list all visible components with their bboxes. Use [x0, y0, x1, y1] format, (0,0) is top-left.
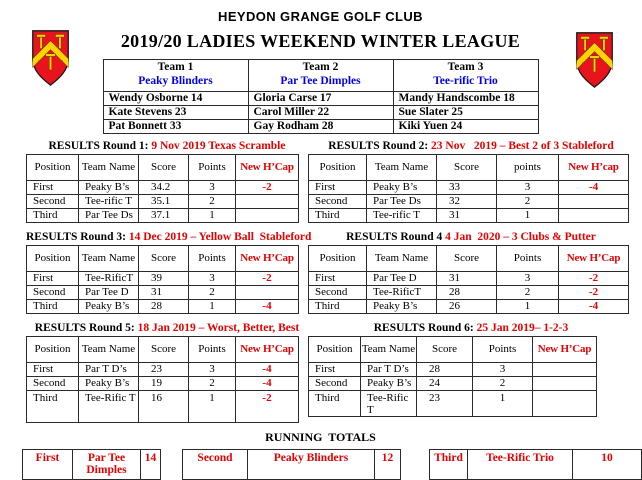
round-result-cell [236, 194, 299, 208]
round-result-cell: Third [309, 390, 361, 416]
round-result-cell: 1 [497, 208, 559, 222]
round-result-cell: Peaky B’s [79, 299, 139, 313]
round-result-cell: 3 [473, 362, 533, 376]
round-result-cell: 3 [189, 180, 236, 194]
round-col-header: Team Name [79, 245, 139, 271]
round-result-row [309, 285, 629, 299]
round-result-cell: -2 [559, 271, 629, 285]
player-cell: Wendy Osborne 14 [103, 91, 248, 105]
round-result-cell [236, 285, 299, 299]
round-result-cell: -2 [236, 180, 299, 194]
round-col-header: Position [309, 245, 367, 271]
round-result-cell [533, 362, 597, 376]
round-heading-label: RESULTS Round 3: [26, 230, 129, 243]
round-heading [26, 230, 312, 243]
round-result-cell: Tee-RificT [79, 271, 139, 285]
team-label: Team 2 [302, 61, 339, 73]
round-result-cell: Par Tee D [367, 271, 437, 285]
round-results-table [308, 154, 629, 223]
round-result-cell [236, 208, 299, 222]
round-result-cell: Peaky B’s [367, 299, 437, 313]
round-header-row [309, 154, 629, 180]
round-result-cell: Par Tee Ds [79, 208, 139, 222]
round-result-cell: 31 [437, 271, 497, 285]
round-result-cell: 39 [139, 271, 189, 285]
round-result-cell [533, 390, 597, 416]
round-col-header: New H’Cap [559, 245, 629, 271]
round-result-cell: -2 [559, 285, 629, 299]
round-result-cell: 2 [189, 376, 236, 390]
round-results-table [308, 245, 629, 314]
round-result-cell: -4 [236, 376, 299, 390]
team-name: Tee-rific Trio [433, 74, 498, 87]
running-totals-row [22, 449, 641, 480]
round-result-cell: First [309, 180, 367, 194]
round-result-cell [533, 376, 597, 390]
round-result-cell: -4 [236, 299, 299, 313]
rounds-grid [26, 140, 641, 423]
round-col-header: points [497, 154, 559, 180]
round-result-cell: 2 [473, 376, 533, 390]
league-title: 2019/20 LADIES WEEKEND WINTER LEAGUE [120, 31, 521, 51]
total-team: Par Tee Dimples [73, 449, 141, 479]
round-result-cell: 23 [417, 390, 473, 416]
running-totals-title: RUNNING TOTALS [265, 429, 376, 444]
round-col-header: Score [139, 154, 189, 180]
round-result-cell: 2 [497, 194, 559, 208]
round-result-row [309, 208, 629, 222]
running-total-table-3 [429, 449, 642, 480]
round-section-5 [26, 322, 308, 423]
round-result-cell: First [309, 362, 361, 376]
round-results-table [26, 154, 299, 223]
round-result-cell: Third [309, 208, 367, 222]
round-result-cell: Second [309, 194, 367, 208]
round-result-cell: -4 [236, 362, 299, 376]
round-result-cell: 2 [497, 285, 559, 299]
round-result-row [309, 376, 597, 390]
total-position: First [23, 449, 73, 479]
round-col-header: Team Name [361, 336, 417, 362]
teams-table [103, 59, 539, 134]
team-players-row [103, 91, 538, 105]
round-col-header: Score [417, 336, 473, 362]
round-result-cell: 31 [437, 208, 497, 222]
round-result-cell: Tee-rific T [79, 194, 139, 208]
round-section-2 [308, 140, 634, 223]
round-result-cell: Second [27, 376, 79, 390]
player-cell: Kiki Yuen 24 [393, 119, 538, 133]
round-heading [26, 140, 308, 152]
round-heading-detail: 9 Nov 2019 Texas Scramble [151, 139, 286, 152]
round-result-row [27, 180, 299, 194]
team-header-3 [393, 60, 538, 92]
round-result-cell: 19 [139, 376, 189, 390]
player-cell: Gay Rodham 28 [248, 119, 393, 133]
round-col-header: Score [139, 245, 189, 271]
round-col-header: New H’cap [559, 154, 629, 180]
round-col-header: Points [189, 336, 236, 362]
round-header-row [27, 245, 299, 271]
round-heading-detail: 23 Nov 2019 – Best 2 of 3 Stableford [431, 139, 614, 152]
round-heading-detail: 14 Dec 2019 – Yellow Ball Stableford [128, 230, 312, 243]
round-col-header: Team Name [367, 245, 437, 271]
round-heading-label: RESULTS Round 5: [34, 321, 138, 334]
round-result-cell: 28 [417, 362, 473, 376]
round-header-row [27, 336, 299, 362]
team-name: Par Tee Dimples [280, 74, 361, 87]
teams-header-row [103, 60, 538, 92]
round-result-cell: 3 [497, 180, 559, 194]
round-results-table [26, 336, 299, 423]
running-total-row [430, 449, 642, 479]
round-result-cell: 1 [189, 390, 236, 422]
round-col-header: New H’Cap [236, 245, 299, 271]
team-header-1 [103, 60, 248, 92]
round-header-row [27, 154, 299, 180]
round-col-header: Position [27, 336, 79, 362]
round-result-cell: First [27, 271, 79, 285]
running-total-row [183, 449, 401, 479]
running-total-table-1 [22, 449, 161, 480]
total-team: Peaky Blinders [248, 449, 375, 479]
round-col-header: Position [309, 154, 367, 180]
total-points: 10 [573, 449, 642, 479]
round-heading-detail: 4 Jan 2020 – 3 Clubs & Putter [445, 230, 596, 243]
round-result-cell: 28 [139, 299, 189, 313]
round-result-row [309, 271, 629, 285]
round-result-row [27, 194, 299, 208]
round-col-header: Points [189, 245, 236, 271]
total-team: Tee-Rific Trio [468, 449, 573, 479]
round-col-header: New H’Cap [533, 336, 597, 362]
round-result-row [27, 390, 299, 422]
round-section-3 [26, 230, 312, 314]
round-result-row [309, 299, 629, 313]
round-result-cell: 1 [189, 299, 236, 313]
round-result-cell: 1 [189, 208, 236, 222]
round-col-header: New H’Cap [236, 154, 299, 180]
team-players-row [103, 105, 538, 119]
round-result-cell: Par T D’s [79, 362, 139, 376]
round-result-cell: Tee-Rific T [361, 390, 417, 416]
round-result-row [27, 362, 299, 376]
round-result-row [27, 285, 299, 299]
round-result-cell: 3 [189, 362, 236, 376]
round-result-cell: First [27, 362, 79, 376]
round-result-cell: First [309, 271, 367, 285]
round-header-row [309, 245, 629, 271]
round-result-cell: 32 [437, 194, 497, 208]
running-total-table-2 [182, 449, 401, 480]
round-heading [308, 140, 634, 152]
round-result-row [309, 180, 629, 194]
teams-body [103, 91, 538, 133]
round-heading-label: RESULTS Round 4 [346, 230, 446, 243]
club-name: HEYDON GRANGE GOLF CLUB [218, 9, 423, 24]
player-cell: Kate Stevens 23 [103, 105, 248, 119]
round-heading-label: RESULTS Round 2: [328, 139, 432, 152]
round-result-row [27, 208, 299, 222]
player-cell: Pat Bonnett 33 [103, 119, 248, 133]
round-result-cell: 34.2 [139, 180, 189, 194]
team-name: Peaky Blinders [138, 74, 213, 87]
round-result-row [27, 376, 299, 390]
round-result-cell: 35.1 [139, 194, 189, 208]
round-result-row [309, 194, 629, 208]
round-result-cell: 26 [437, 299, 497, 313]
round-result-cell: 3 [189, 271, 236, 285]
round-col-header: New H’Cap [236, 336, 299, 362]
total-points: 12 [375, 449, 401, 479]
round-result-cell: Peaky B’s [79, 376, 139, 390]
total-points: 14 [141, 449, 161, 479]
round-result-cell: 2 [189, 194, 236, 208]
round-result-cell: -4 [559, 299, 629, 313]
round-result-cell: Third [309, 299, 367, 313]
round-section-6 [308, 322, 634, 423]
round-section-1 [26, 140, 308, 223]
round-result-row [27, 271, 299, 285]
round-results-table [308, 336, 597, 417]
round-heading-detail: 18 Jan 2019 – Worst, Better, Best [137, 321, 300, 334]
team-label: Team 1 [157, 61, 194, 73]
round-heading-label: RESULTS Round 6: [373, 321, 477, 334]
round-result-cell: Second [27, 285, 79, 299]
round-result-cell: 1 [473, 390, 533, 416]
team-players-row [103, 119, 538, 133]
round-result-cell: 2 [189, 285, 236, 299]
player-cell: Carol Miller 22 [248, 105, 393, 119]
round-result-row [309, 390, 597, 416]
round-result-cell: Third [27, 390, 79, 422]
round-result-cell: -4 [559, 180, 629, 194]
round-result-cell: Par T D’s [361, 362, 417, 376]
round-result-cell: Tee-RificT [367, 285, 437, 299]
team-header-2 [248, 60, 393, 92]
total-position: Third [430, 449, 468, 479]
round-result-cell: 28 [437, 285, 497, 299]
round-result-cell: 16 [139, 390, 189, 422]
club-crest-left-icon [27, 11, 74, 106]
round-header-row [309, 336, 597, 362]
club-crest-right-icon [571, 13, 618, 108]
round-col-header: Score [139, 336, 189, 362]
round-col-header: Team Name [79, 336, 139, 362]
round-result-cell: Peaky B’s [367, 180, 437, 194]
round-result-cell: 24 [417, 376, 473, 390]
round-col-header: Position [309, 336, 361, 362]
round-results-table [26, 245, 299, 314]
round-result-cell: Second [27, 194, 79, 208]
round-result-cell: Third [27, 208, 79, 222]
round-result-cell: 3 [497, 271, 559, 285]
round-result-cell [559, 194, 629, 208]
round-col-header: Points [189, 154, 236, 180]
round-result-cell: 37.1 [139, 208, 189, 222]
round-heading-detail: 25 Jan 2019– 1-2-3 [476, 321, 569, 334]
round-result-row [27, 299, 299, 313]
round-result-cell [559, 208, 629, 222]
round-result-cell: -2 [236, 271, 299, 285]
round-col-header: Team Name [79, 154, 139, 180]
round-col-header: Score [437, 154, 497, 180]
round-col-header: Points [497, 245, 559, 271]
round-result-cell: Peaky B’s [361, 376, 417, 390]
round-col-header: Points [473, 336, 533, 362]
round-result-cell: 33 [437, 180, 497, 194]
player-cell: Sue Slater 25 [393, 105, 538, 119]
round-heading [308, 231, 634, 243]
round-result-row [309, 362, 597, 376]
total-position: Second [183, 449, 248, 479]
round-result-cell: Par Tee Ds [367, 194, 437, 208]
round-col-header: Position [27, 245, 79, 271]
round-col-header: Score [437, 245, 497, 271]
round-col-header: Position [27, 154, 79, 180]
round-heading [308, 322, 634, 334]
team-label: Team 3 [447, 61, 484, 73]
round-result-cell: -2 [236, 390, 299, 422]
player-cell: Mandy Handscombe 18 [393, 91, 538, 105]
round-result-cell: Peaky B’s [79, 180, 139, 194]
round-result-cell: Tee-Rific T [79, 390, 139, 422]
round-result-cell: 31 [139, 285, 189, 299]
round-result-cell: Par Tee D [79, 285, 139, 299]
round-heading-label: RESULTS Round 1: [48, 139, 152, 152]
round-result-cell: Third [27, 299, 79, 313]
round-result-cell: 23 [139, 362, 189, 376]
round-col-header: Team Name [367, 154, 437, 180]
player-cell: Gloria Carse 17 [248, 91, 393, 105]
round-result-cell: First [27, 180, 79, 194]
round-result-cell: 1 [497, 299, 559, 313]
round-result-cell: Second [309, 376, 361, 390]
round-heading [26, 322, 308, 334]
round-section-4 [308, 231, 634, 314]
running-total-row [23, 449, 161, 479]
round-result-cell: Second [309, 285, 367, 299]
round-result-cell: Tee-rific T [367, 208, 437, 222]
